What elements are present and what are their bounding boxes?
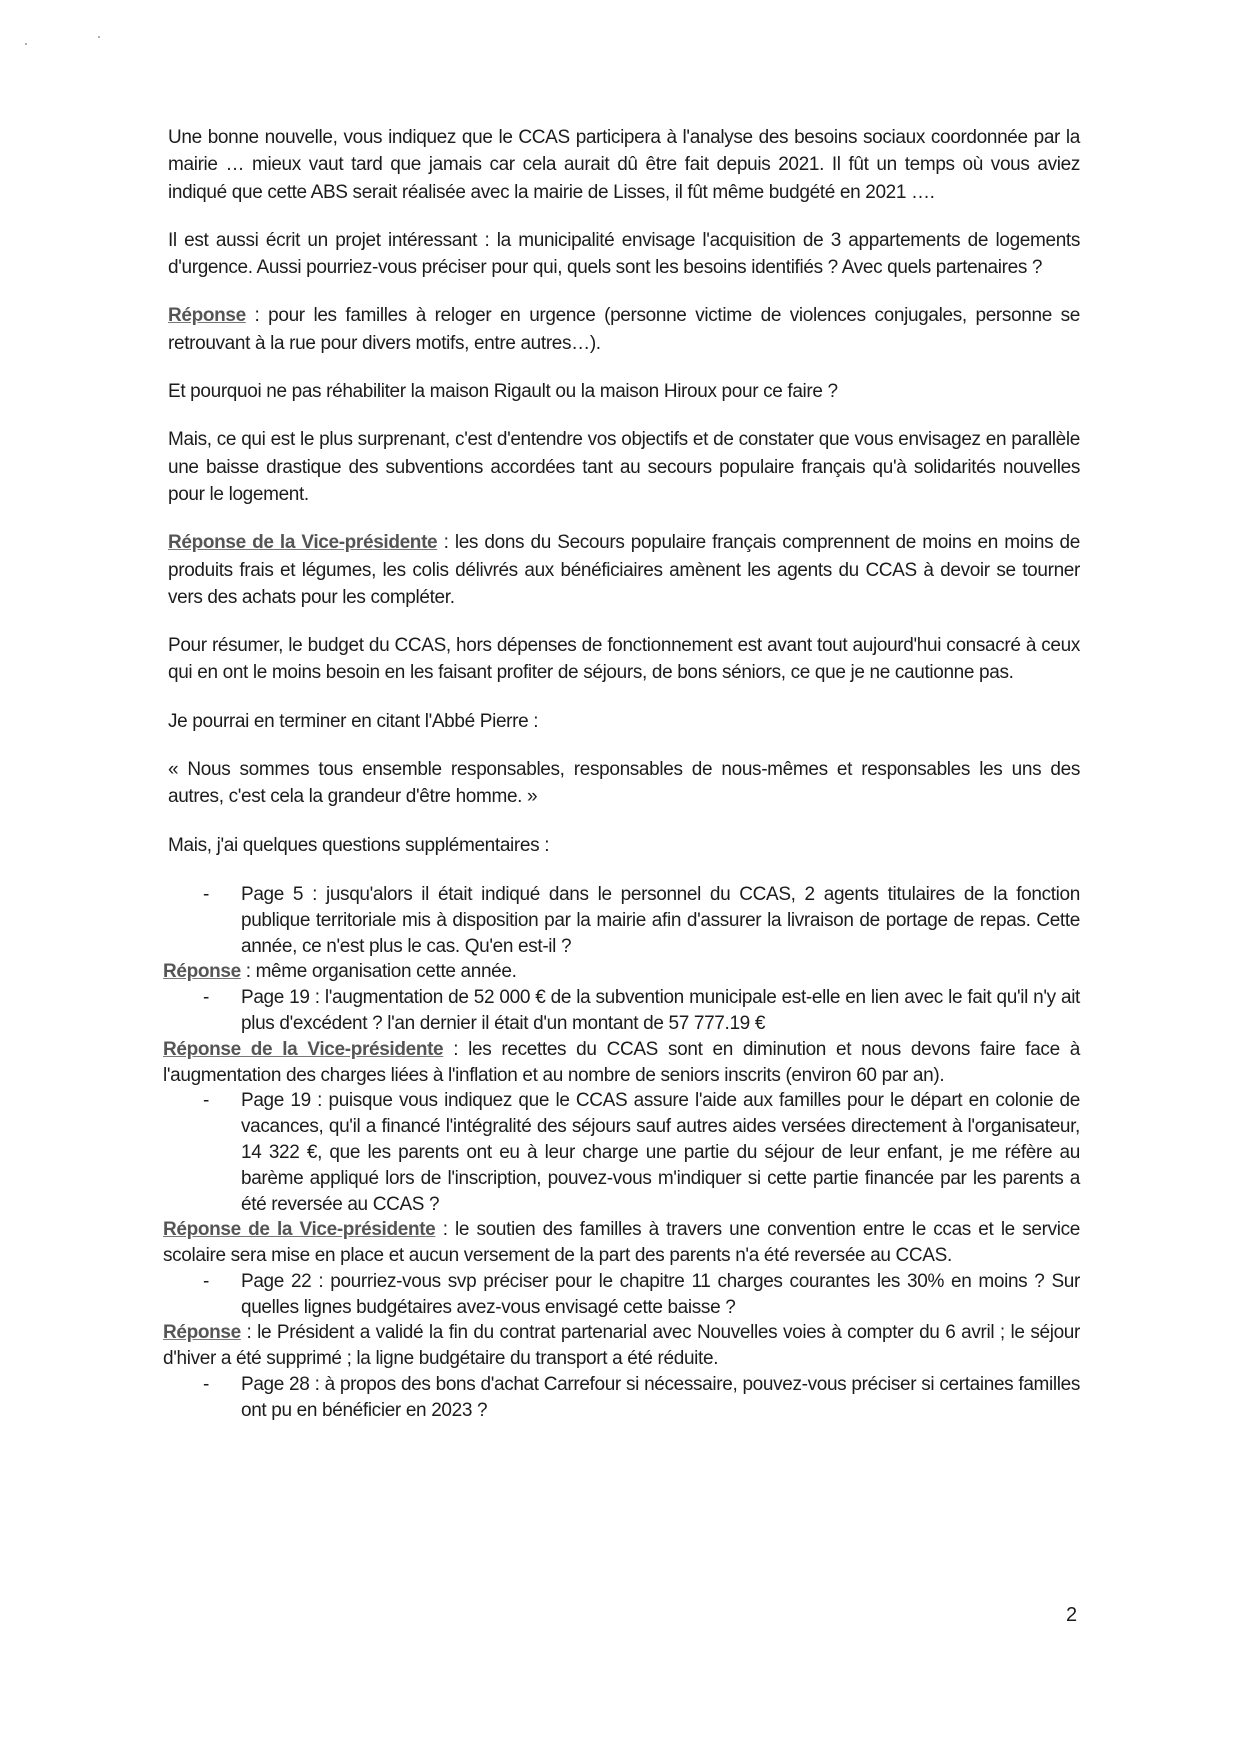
response-block (163, 959, 1080, 985)
question-item (168, 1088, 1080, 1217)
response-text: : même organisation cette année. (240, 961, 517, 983)
response-text: : le soutien des familles à travers une convention entre le ccas et le service scolaire sera mise en place et aucun versement de la part des parents n'a été reversée au CCAS. (163, 1219, 1080, 1267)
paragraph-questions-intro: Mais, j'ai quelques questions supplémentaires : (168, 834, 550, 856)
paragraph-citation-intro: Je pourrai en terminer en citant l'Abbé Pierre : (168, 710, 539, 732)
paragraph-emergency-housing: Il est aussi écrit un projet intéressant : la municipalité envisage l'acquisition de 3 appartements de logements d'urgence. Aussi pourriez-vous préciser pour qui, quels sont les besoins identifiés ? Avec quels partenaires ? (168, 229, 1080, 279)
paragraph-rigault: Et pourquoi ne pas réhabiliter la maison Rigault ou la maison Hiroux pour ce faire ? (168, 381, 838, 403)
scan-speck (25, 43, 27, 45)
question-text: Page 19 : puisque vous indiquez que le CCAS assure l'aide aux familles pour le départ en colonie de vacances, qu'il a financé l'intégralité des séjours sauf autres aides versées directement à l'organisateur, 14 322 €, que les parents ont eu à leur charge une partie du séjour de leur enfant, je me réfère au barème appliqué lors de l'inscription, pouvez-vous m'indiquer si cette partie financée par les parents a été reversée au CCAS ? (241, 1090, 1080, 1215)
question-text: Page 22 : pourriez-vous svp préciser pour le chapitre 11 charges courantes les 30% en moins ? Sur quelles lignes budgétaires avez-vous envisagé cette baisse ? (241, 1270, 1080, 1318)
bullet-dash: - (203, 1270, 209, 1292)
response-text: : les recettes du CCAS sont en diminution et nous devons faire face à l'augmentation des charges liées à l'inflation et au nombre de seniors inscrits (environ 60 par an). (163, 1038, 1080, 1086)
paragraph-summary: Pour résumer, le budget du CCAS, hors dépenses de fonctionnement est avant tout aujourd'hui consacré à ceux qui en ont le moins besoin en les faisant profiter de séjours, de bons séniors, ce que je ne cautionne pas. (168, 635, 1080, 684)
paragraph-response-housing (168, 302, 1080, 357)
scan-speck (98, 36, 100, 38)
response-label: Réponse de la Vice-présidente (163, 1219, 436, 1241)
questions-list (163, 882, 1080, 1424)
response-label: Réponse (168, 305, 246, 327)
paragraph-subsidies: Mais, ce qui est le plus surprenant, c'est d'entendre vos objectifs et de constater que vous envisagez en parallèle une baisse drastique des subventions accordées tant au secours populaire français qu'à solidarités nouvelles pour le logement. (168, 429, 1080, 505)
response-block (163, 1217, 1080, 1269)
response-label: Réponse (163, 961, 241, 983)
response-label: Réponse (163, 1322, 241, 1344)
question-item (168, 1372, 1080, 1424)
response-text: : le Président a validé la fin du contrat partenarial avec Nouvelles voies à compter du 6 avril ; le séjour d'hiver a été supprimé ; la ligne budgétaire du transport a été réduite. (163, 1322, 1080, 1370)
document-body (163, 124, 1080, 1424)
bullet-dash: - (203, 987, 209, 1009)
question-item (168, 985, 1080, 1037)
question-item (168, 882, 1080, 959)
bullet-dash: - (203, 1374, 209, 1396)
paragraph-abs: Une bonne nouvelle, vous indiquez que le CCAS participera à l'analyse des besoins sociaux coordonnée par la mairie … mieux vaut tard que jamais car cela aurait dû être fait depuis 2021. Il fût un temps où vous aviez indiqué que cette ABS serait réalisée avec la mairie de Lisses, il fût même budgété en 2021 …. (168, 127, 1080, 203)
bullet-dash: - (203, 883, 209, 905)
question-text: Page 5 : jusqu'alors il était indiqué dans le personnel du CCAS, 2 agents titulaires de la fonction publique territoriale mis à disposition par la mairie afin d'assurer la livraison de portage de repas. Cette année, ce n'est plus le cas. Qu'en est-il ? (241, 883, 1080, 957)
response-block (163, 1037, 1080, 1089)
response-label: Réponse de la Vice-présidente (163, 1038, 444, 1060)
paragraph-quote: « Nous sommes tous ensemble responsables, responsables de nous-mêmes et responsables les uns des autres, c'est cela la grandeur d'être homme. » (168, 759, 1080, 808)
question-item (168, 1269, 1080, 1321)
question-text: Page 28 : à propos des bons d'achat Carrefour si nécessaire, pouvez-vous préciser si certaines familles ont pu en bénéficier en 2023 ? (241, 1374, 1080, 1421)
response-text: : les dons du Secours populaire français comprennent de moins en moins de produits frais et légumes, les colis délivrés aux bénéficiaires amènent les agents du CCAS à devoir se tourner vers des achats pour les compléter. (168, 532, 1080, 608)
response-label: Réponse de la Vice-présidente (168, 532, 438, 554)
page-number: 2 (1066, 1604, 1078, 1626)
question-text: Page 19 : l'augmentation de 52 000 € de la subvention municipale est-elle en lien avec le fait qu'il n'y ait plus d'excédent ? l'an dernier il était d'un montant de 57 777.19 € (241, 987, 1080, 1034)
bullet-dash: - (203, 1090, 209, 1112)
response-text: : pour les familles à reloger en urgence (personne victime de violences conjugales, personne se retrouvant à la rue pour divers motifs, entre autres…). (168, 305, 1080, 354)
paragraph-response-vp (168, 529, 1080, 611)
response-block (163, 1320, 1080, 1372)
